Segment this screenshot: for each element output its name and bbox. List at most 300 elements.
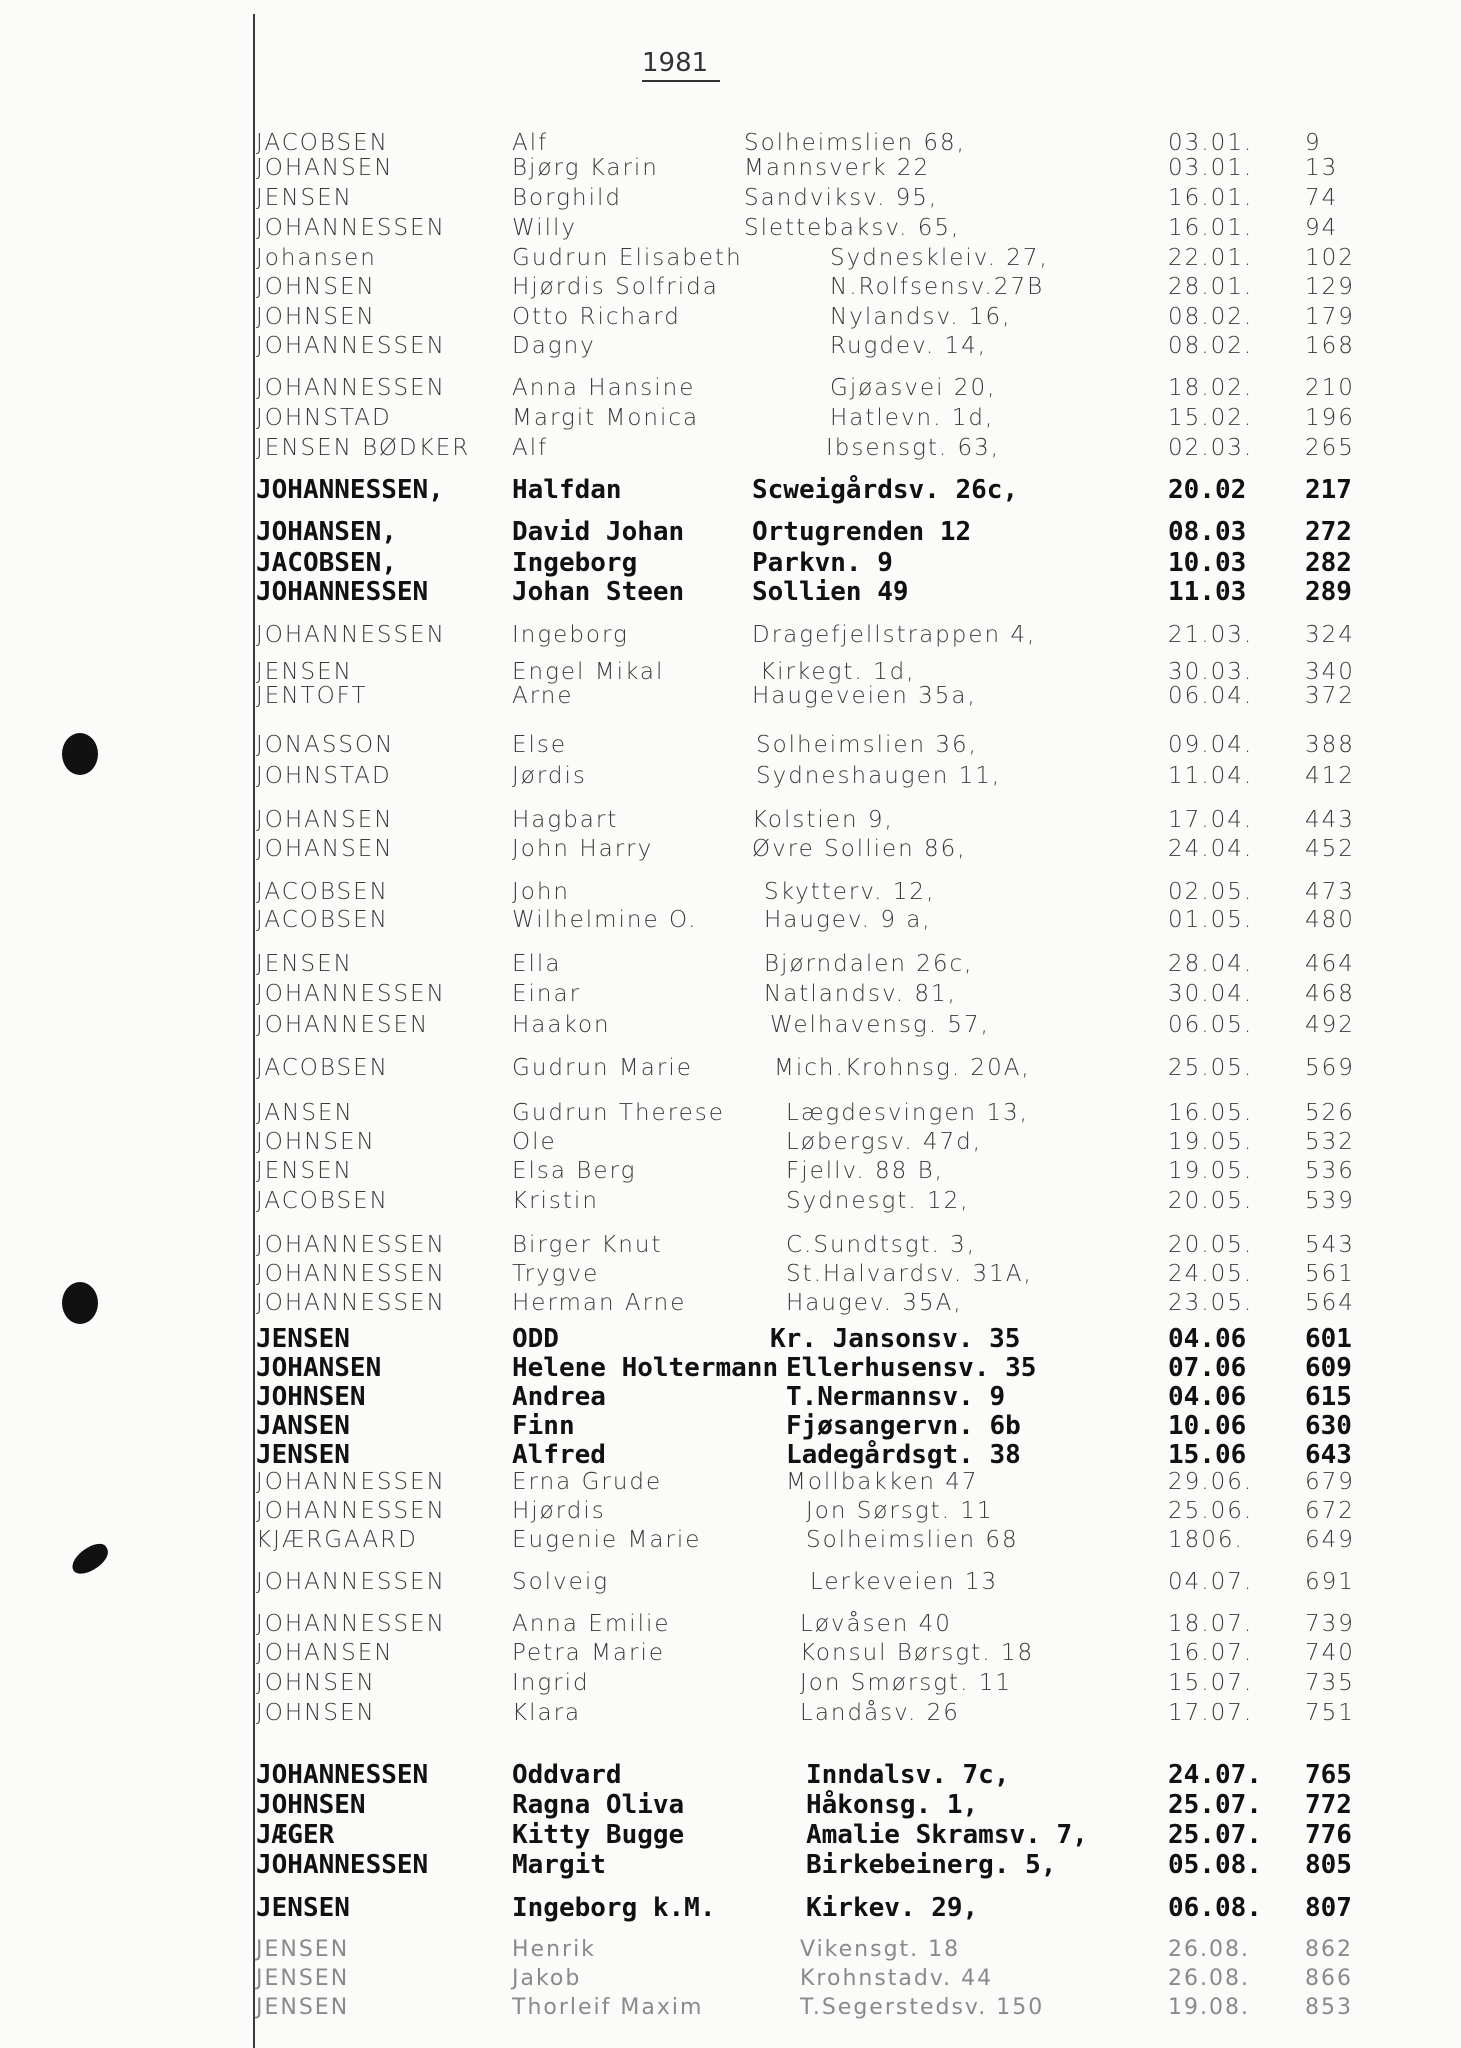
- ledger-entry: [0, 1098, 1461, 1128]
- entry-number: 217: [1305, 475, 1352, 505]
- entry-number: 468: [1305, 981, 1355, 1007]
- entry-number: 853: [1305, 1995, 1353, 2020]
- ledger-entry: [0, 1259, 1461, 1289]
- ledger-entry: [0, 1288, 1461, 1318]
- entry-date: 02.03.: [1168, 435, 1254, 461]
- entry-surname: JOHNSTAD: [256, 763, 392, 789]
- entry-date: 15.06: [1168, 1440, 1247, 1470]
- ledger-entry: [0, 877, 1461, 907]
- ledger-entry: [0, 243, 1461, 273]
- entry-number: 561: [1305, 1261, 1355, 1287]
- entry-number: 129: [1305, 274, 1355, 300]
- ledger-entry: [0, 949, 1461, 979]
- entry-date: 04.06: [1168, 1324, 1247, 1354]
- entry-surname: JOHANNESSEN: [256, 375, 446, 401]
- entry-number: 569: [1305, 1055, 1355, 1081]
- entry-address: Mannsverk 22: [744, 155, 931, 181]
- entry-surname: JACOBSEN,: [256, 548, 397, 578]
- entry-surname: KJÆRGAARD: [256, 1527, 418, 1553]
- entry-date: 15.07.: [1168, 1670, 1254, 1696]
- entry-address: Fjellv. 88 B,: [786, 1158, 944, 1184]
- entry-date: 16.01.: [1168, 185, 1254, 211]
- entry-address: Sydneskleiv. 27,: [830, 245, 1049, 271]
- entry-date: 08.03: [1168, 517, 1247, 547]
- entry-first-name: Jakob: [512, 1966, 582, 1991]
- entry-first-name: Ella: [512, 951, 562, 977]
- entry-surname: JOHANNESSEN: [256, 1498, 446, 1524]
- entry-surname: JOHANNESEN: [256, 1012, 430, 1038]
- entry-date: 22.01.: [1168, 245, 1254, 271]
- entry-address: Solheimslien 68: [806, 1527, 1019, 1553]
- entry-first-name: Borghild: [512, 185, 622, 211]
- entry-address: Jon Smørsgt. 11: [800, 1670, 1012, 1696]
- entry-date: 28.04.: [1168, 951, 1254, 977]
- entry-first-name: Halfdan: [512, 475, 622, 505]
- entry-surname: JACOBSEN: [256, 1188, 389, 1214]
- entry-date: 09.04.: [1168, 732, 1254, 758]
- entry-number: 735: [1305, 1670, 1355, 1696]
- ledger-entry: [0, 1893, 1461, 1923]
- entry-date: 30.03.: [1168, 659, 1254, 685]
- entry-number: 282: [1305, 548, 1352, 578]
- entry-address: Natlandsv. 81,: [764, 981, 957, 1007]
- ledger-entry: [0, 1382, 1461, 1412]
- entry-surname: JOHNSEN: [256, 1670, 376, 1696]
- entry-date: 24.07.: [1168, 1760, 1262, 1790]
- entry-surname: JENSEN: [256, 951, 353, 977]
- entry-first-name: Else: [512, 732, 568, 758]
- entry-surname: JOHANSEN,: [256, 517, 397, 547]
- ledger-entry: [0, 1935, 1461, 1965]
- entry-first-name: Trygve: [512, 1261, 600, 1287]
- entry-date: 18.07.: [1168, 1611, 1254, 1637]
- entry-address: Lerkeveien 13: [810, 1569, 999, 1595]
- entry-number: 805: [1305, 1850, 1352, 1880]
- entry-date: 28.01.: [1168, 274, 1254, 300]
- entry-first-name: Bjørg Karin: [512, 155, 659, 181]
- entry-address: Kirkegt. 1d,: [760, 659, 916, 685]
- ledger-entry: [0, 1324, 1461, 1354]
- ledger-entry: [0, 1698, 1461, 1728]
- entry-address: Kirkev. 29,: [806, 1893, 979, 1923]
- entry-address: Gjøasvei 20,: [830, 375, 997, 401]
- entry-surname: JACOBSEN: [256, 879, 389, 905]
- entry-first-name: Andrea: [512, 1382, 606, 1412]
- entry-date: 06.04.: [1168, 683, 1254, 709]
- entry-date: 24.04.: [1168, 836, 1254, 862]
- ledger-entry: [0, 1230, 1461, 1260]
- entry-first-name: Johan Steen: [512, 577, 685, 607]
- ledger-entry: [0, 331, 1461, 361]
- entry-address: Håkonsg. 1,: [806, 1790, 979, 1820]
- entry-date: 10.06: [1168, 1411, 1247, 1441]
- entry-number: 210: [1305, 375, 1355, 401]
- entry-address: Haugev. 9 a,: [764, 907, 932, 933]
- entry-date: 02.05.: [1168, 879, 1254, 905]
- ledger-entry: [0, 1567, 1461, 1597]
- entry-surname: JOHNSEN: [256, 274, 376, 300]
- ledger-entry: [0, 730, 1461, 760]
- entry-number: 649: [1305, 1527, 1355, 1553]
- entry-first-name: Anna Hansine: [512, 375, 696, 401]
- entry-surname: JOHANSEN: [256, 1640, 394, 1666]
- entry-number: 388: [1305, 732, 1355, 758]
- entry-first-name: Hjørdis Solfrida: [512, 274, 719, 300]
- entry-surname: JOHNSEN: [256, 1790, 366, 1820]
- entry-number: 94: [1305, 215, 1339, 241]
- entry-number: 862: [1305, 1937, 1353, 1962]
- entry-number: 464: [1305, 951, 1355, 977]
- entry-address: Sydneshaugen 11,: [756, 763, 1002, 789]
- entry-number: 265: [1305, 435, 1355, 461]
- entry-address: Rugdev. 14,: [830, 333, 988, 359]
- entry-address: Birkebeinerg. 5,: [806, 1850, 1057, 1880]
- entry-first-name: David Johan: [512, 517, 685, 547]
- ledger-entry: [0, 1053, 1461, 1083]
- entry-first-name: Alf: [512, 435, 549, 461]
- entry-date: 23.05.: [1168, 1290, 1254, 1316]
- entry-surname: JANSEN: [256, 1411, 350, 1441]
- entry-first-name: Dagny: [512, 333, 596, 359]
- entry-surname: Johansen: [256, 245, 377, 271]
- entry-number: 168: [1305, 333, 1355, 359]
- ledger-entry: [0, 1820, 1461, 1850]
- entry-surname: JOHANNESSEN: [256, 1850, 429, 1880]
- entry-date: 03.01.: [1168, 155, 1254, 181]
- entry-date: 17.07.: [1168, 1700, 1254, 1726]
- entry-address: Landåsv. 26: [800, 1700, 960, 1726]
- entry-address: T.Nermannsv. 9: [786, 1382, 1006, 1412]
- ledger-entry: [0, 183, 1461, 213]
- entry-surname: JOHANNESSEN: [256, 1569, 446, 1595]
- entry-first-name: Gudrun Therese: [512, 1100, 725, 1126]
- entry-date: 11.03: [1168, 577, 1247, 607]
- entry-first-name: Helene Holtermann: [512, 1353, 779, 1383]
- entry-date: 03.01.: [1168, 130, 1254, 156]
- entry-first-name: Ingeborg k.M.: [512, 1893, 716, 1923]
- ledger-entry: [0, 1156, 1461, 1186]
- ledger-entry: [0, 153, 1461, 183]
- entry-first-name: Henrik: [512, 1937, 596, 1962]
- ledger-entry: [0, 1760, 1461, 1790]
- ledger-entry: [0, 1186, 1461, 1216]
- entry-number: 473: [1305, 879, 1355, 905]
- entry-date: 01.05.: [1168, 907, 1254, 933]
- entry-first-name: Margit: [512, 1850, 606, 1880]
- entry-surname: JOHNSEN: [256, 1700, 376, 1726]
- entry-surname: JOHANNESSEN: [256, 622, 446, 648]
- entry-number: 776: [1305, 1820, 1352, 1850]
- entry-date: 21.03.: [1168, 622, 1254, 648]
- entry-first-name: Elsa Berg: [512, 1158, 637, 1184]
- entry-number: 412: [1305, 763, 1355, 789]
- entry-first-name: Otto Richard: [512, 304, 681, 330]
- entry-surname: JONASSON: [256, 732, 395, 758]
- entry-date: 16.01.: [1168, 215, 1254, 241]
- entry-number: 672: [1305, 1498, 1355, 1524]
- entry-address: Scweigårdsv. 26c,: [752, 475, 1019, 505]
- entry-date: 19.08.: [1168, 1995, 1250, 2020]
- entry-address: Mollbakken 47: [786, 1469, 979, 1495]
- entry-date: 11.04.: [1168, 763, 1254, 789]
- entry-surname: JOHANNESSEN: [256, 1232, 446, 1258]
- ledger-entry: [0, 577, 1461, 607]
- entry-date: 25.07.: [1168, 1790, 1262, 1820]
- entry-surname: JACOBSEN: [256, 1055, 389, 1081]
- entry-address: Løvåsen 40: [800, 1611, 952, 1637]
- entry-surname: JENSEN: [256, 1937, 350, 1962]
- entry-first-name: Ingeborg: [512, 622, 629, 648]
- entry-first-name: Herman Arne: [512, 1290, 687, 1316]
- ledger-entry: [0, 433, 1461, 463]
- ledger-entry: [0, 761, 1461, 791]
- entry-surname: JENSEN: [256, 1324, 350, 1354]
- entry-address: Slettebaksv. 65,: [744, 215, 961, 241]
- entry-address: N.Rolfsensv.27B: [830, 274, 1045, 300]
- entry-first-name: Ragna Oliva: [512, 1790, 685, 1820]
- entry-number: 74: [1305, 185, 1339, 211]
- entry-address: Løbergsv. 47d,: [786, 1129, 983, 1155]
- entry-surname: JENTOFT: [256, 683, 368, 709]
- ledger-entry: [0, 905, 1461, 935]
- entry-date: 25.06.: [1168, 1498, 1254, 1524]
- entry-date: 17.04.: [1168, 807, 1254, 833]
- ledger-entry: [0, 1993, 1461, 2023]
- ledger-entry: [0, 1127, 1461, 1157]
- entry-number: 536: [1305, 1158, 1355, 1184]
- entry-address: Ibsensgt. 63,: [826, 435, 1001, 461]
- entry-address: Sandviksv. 95,: [744, 185, 939, 211]
- entry-first-name: Ole: [512, 1129, 557, 1155]
- entry-surname: JENSEN: [256, 1158, 353, 1184]
- ledger-entry: [0, 1411, 1461, 1441]
- entry-first-name: John: [512, 879, 571, 905]
- entry-first-name: Finn: [512, 1411, 575, 1441]
- entry-address: Lægdesvingen 13,: [786, 1100, 1029, 1126]
- ledger-entry: [0, 548, 1461, 578]
- entry-surname: JOHNSEN: [256, 1129, 376, 1155]
- entry-address: Konsul Børsgt. 18: [800, 1640, 1035, 1666]
- entry-date: 16.05.: [1168, 1100, 1254, 1126]
- entry-surname: JOHNSTAD: [256, 405, 392, 431]
- entry-surname: JOHANNESSEN: [256, 577, 429, 607]
- entry-surname: JACOBSEN: [256, 130, 389, 156]
- entry-first-name: Kristin: [512, 1188, 599, 1214]
- ledger-entry: [0, 1353, 1461, 1383]
- ledger-entry: [0, 681, 1461, 711]
- ledger-entry: [0, 1010, 1461, 1040]
- entry-surname: JOHANNESSEN: [256, 1469, 446, 1495]
- entry-date: 04.06: [1168, 1382, 1247, 1412]
- entry-address: Haugev. 35A,: [786, 1290, 963, 1316]
- entry-address: Welhavensg. 57,: [770, 1012, 990, 1038]
- ledger-entry: [0, 475, 1461, 505]
- entry-first-name: Birger Knut: [512, 1232, 663, 1258]
- entry-number: 9: [1305, 130, 1322, 156]
- entry-number: 601: [1305, 1324, 1352, 1354]
- entry-date: 06.05.: [1168, 1012, 1254, 1038]
- entry-address: Kolstien 9,: [752, 807, 894, 833]
- entry-first-name: Gudrun Elisabeth: [512, 245, 743, 271]
- ledger-entry: [0, 1790, 1461, 1820]
- entry-address: St.Halvardsv. 31A,: [786, 1261, 1033, 1287]
- entry-number: 102: [1305, 245, 1355, 271]
- entry-first-name: Engel Mikal: [512, 659, 665, 685]
- ledger-entry: [0, 805, 1461, 835]
- entry-date: 07.06: [1168, 1353, 1247, 1383]
- entry-address: Bjørndalen 26c,: [764, 951, 974, 977]
- entry-first-name: Petra Marie: [512, 1640, 666, 1666]
- entry-number: 543: [1305, 1232, 1355, 1258]
- entry-address: Skytterv. 12,: [764, 879, 936, 905]
- entry-number: 679: [1305, 1469, 1355, 1495]
- entry-address: T.Segerstedsv. 150: [800, 1995, 1045, 2020]
- entry-surname: JENSEN: [256, 1995, 350, 2020]
- entry-surname: JOHANNESSEN: [256, 1290, 446, 1316]
- entry-number: 480: [1305, 907, 1355, 933]
- entry-address: Ladegårdsgt. 38: [786, 1440, 1021, 1470]
- entry-first-name: Margit Monica: [512, 405, 700, 431]
- entry-first-name: John Harry: [512, 836, 654, 862]
- ledger-entry: [0, 834, 1461, 864]
- entry-number: 340: [1305, 659, 1355, 685]
- entry-first-name: Thorleif Maxim: [512, 1995, 704, 2020]
- entry-first-name: Willy: [512, 215, 578, 241]
- entry-number: 324: [1305, 622, 1355, 648]
- entry-surname: JÆGER: [256, 1820, 335, 1850]
- entry-surname: JOHANNESSEN: [256, 333, 446, 359]
- entry-number: 807: [1305, 1893, 1352, 1923]
- entry-number: 740: [1305, 1640, 1355, 1666]
- entry-first-name: Alf: [512, 130, 549, 156]
- entry-date: 1806.: [1168, 1527, 1244, 1553]
- entry-first-name: ODD: [512, 1324, 559, 1354]
- ledger-entry: [0, 1525, 1461, 1555]
- entry-number: 751: [1305, 1700, 1355, 1726]
- entry-number: 272: [1305, 517, 1352, 547]
- ledger-entry: [0, 302, 1461, 332]
- entry-number: 179: [1305, 304, 1355, 330]
- entry-number: 765: [1305, 1760, 1352, 1790]
- entry-first-name: Anna Emilie: [512, 1611, 671, 1637]
- entry-date: 20.05.: [1168, 1188, 1254, 1214]
- entry-surname: JOHANSEN: [256, 807, 394, 833]
- ledger-entry: [0, 373, 1461, 403]
- entry-address: Nylandsv. 16,: [830, 304, 1012, 330]
- entry-number: 289: [1305, 577, 1352, 607]
- entry-date: 19.05.: [1168, 1158, 1254, 1184]
- ledger-entry: [0, 517, 1461, 547]
- entry-number: 691: [1305, 1569, 1355, 1595]
- ledger-entry: [0, 403, 1461, 433]
- entry-number: 492: [1305, 1012, 1355, 1038]
- entry-date: 20.05.: [1168, 1232, 1254, 1258]
- entry-date: 18.02.: [1168, 375, 1254, 401]
- entry-surname: JENSEN: [256, 659, 353, 685]
- entry-first-name: Solveig: [512, 1569, 610, 1595]
- entry-address: Ortugrenden 12: [752, 517, 972, 547]
- entry-surname: JOHANNESSEN,: [256, 475, 444, 505]
- entry-address: Kr. Jansonsv. 35: [770, 1324, 1021, 1354]
- entry-address: Inndalsv. 7c,: [806, 1760, 1010, 1790]
- entry-address: Ellerhusensv. 35: [786, 1353, 1037, 1383]
- entry-date: 04.07.: [1168, 1569, 1254, 1595]
- entry-first-name: Klara: [512, 1700, 582, 1726]
- entry-number: 630: [1305, 1411, 1352, 1441]
- entry-first-name: Gudrun Marie: [512, 1055, 693, 1081]
- entry-date: 19.05.: [1168, 1129, 1254, 1155]
- entry-first-name: Eugenie Marie: [512, 1527, 702, 1553]
- entry-surname: JANSEN: [256, 1100, 354, 1126]
- entry-address: Amalie Skramsv. 7,: [806, 1820, 1088, 1850]
- entry-surname: JOHANNESSEN: [256, 981, 446, 1007]
- ledger-entry: [0, 213, 1461, 243]
- ledger-entry: [0, 1964, 1461, 1994]
- entry-surname: JACOBSEN: [256, 907, 389, 933]
- entry-date: 26.08.: [1168, 1966, 1250, 1991]
- entry-address: Øvre Sollien 86,: [752, 836, 967, 862]
- entry-first-name: Ingeborg: [512, 548, 638, 578]
- entry-address: Jon Sørsgt. 11: [806, 1498, 994, 1524]
- entry-date: 08.02.: [1168, 333, 1254, 359]
- entry-number: 643: [1305, 1440, 1352, 1470]
- ledger-entry: [0, 979, 1461, 1009]
- entry-number: 564: [1305, 1290, 1355, 1316]
- entry-surname: JOHANNESSEN: [256, 1760, 429, 1790]
- entry-surname: JENSEN BØDKER: [256, 435, 471, 461]
- entry-surname: JOHANSEN: [256, 155, 394, 181]
- entry-number: 539: [1305, 1188, 1355, 1214]
- entry-number: 866: [1305, 1966, 1353, 1991]
- entry-first-name: Alfred: [512, 1440, 606, 1470]
- entry-first-name: Ingrid: [512, 1670, 590, 1696]
- entry-address: Vikensgt. 18: [800, 1937, 961, 1962]
- entry-date: 06.08.: [1168, 1893, 1262, 1923]
- entry-surname: JENSEN: [256, 1893, 350, 1923]
- entry-first-name: Einar: [512, 981, 582, 1007]
- entry-number: 13: [1305, 155, 1339, 181]
- entry-date: 25.07.: [1168, 1820, 1262, 1850]
- entry-first-name: Hagbart: [512, 807, 619, 833]
- entry-first-name: Wilhelmine O.: [512, 907, 698, 933]
- entry-date: 25.05.: [1168, 1055, 1254, 1081]
- entry-address: Hatlevn. 1d,: [830, 405, 995, 431]
- ledger-entry: [0, 1638, 1461, 1668]
- entry-first-name: Hjørdis: [512, 1498, 606, 1524]
- entry-surname: JOHANSEN: [256, 1353, 382, 1383]
- entry-address: Parkvn. 9: [752, 548, 893, 578]
- entry-date: 20.02: [1168, 475, 1247, 505]
- entry-surname: JOHNSEN: [256, 1382, 366, 1412]
- ledger-entry: [0, 1440, 1461, 1470]
- entry-number: 443: [1305, 807, 1355, 833]
- entry-date: 10.03: [1168, 548, 1247, 578]
- entry-address: Sydnesgt. 12,: [786, 1188, 970, 1214]
- entry-number: 526: [1305, 1100, 1355, 1126]
- entry-first-name: Jørdis: [512, 763, 587, 789]
- entry-first-name: Arne: [512, 683, 574, 709]
- entry-date: 08.02.: [1168, 304, 1254, 330]
- entry-surname: JOHANNESSEN: [256, 1261, 446, 1287]
- entry-surname: JOHANNESSEN: [256, 1611, 446, 1637]
- entry-address: Krohnstadv. 44: [800, 1966, 994, 1991]
- entry-number: 372: [1305, 683, 1355, 709]
- entry-address: Solheimslien 36,: [756, 732, 978, 758]
- entry-address: Solheimslien 68,: [744, 130, 966, 156]
- entry-surname: JENSEN: [256, 1966, 350, 1991]
- entry-number: 452: [1305, 836, 1355, 862]
- ledger-entry: [0, 1850, 1461, 1880]
